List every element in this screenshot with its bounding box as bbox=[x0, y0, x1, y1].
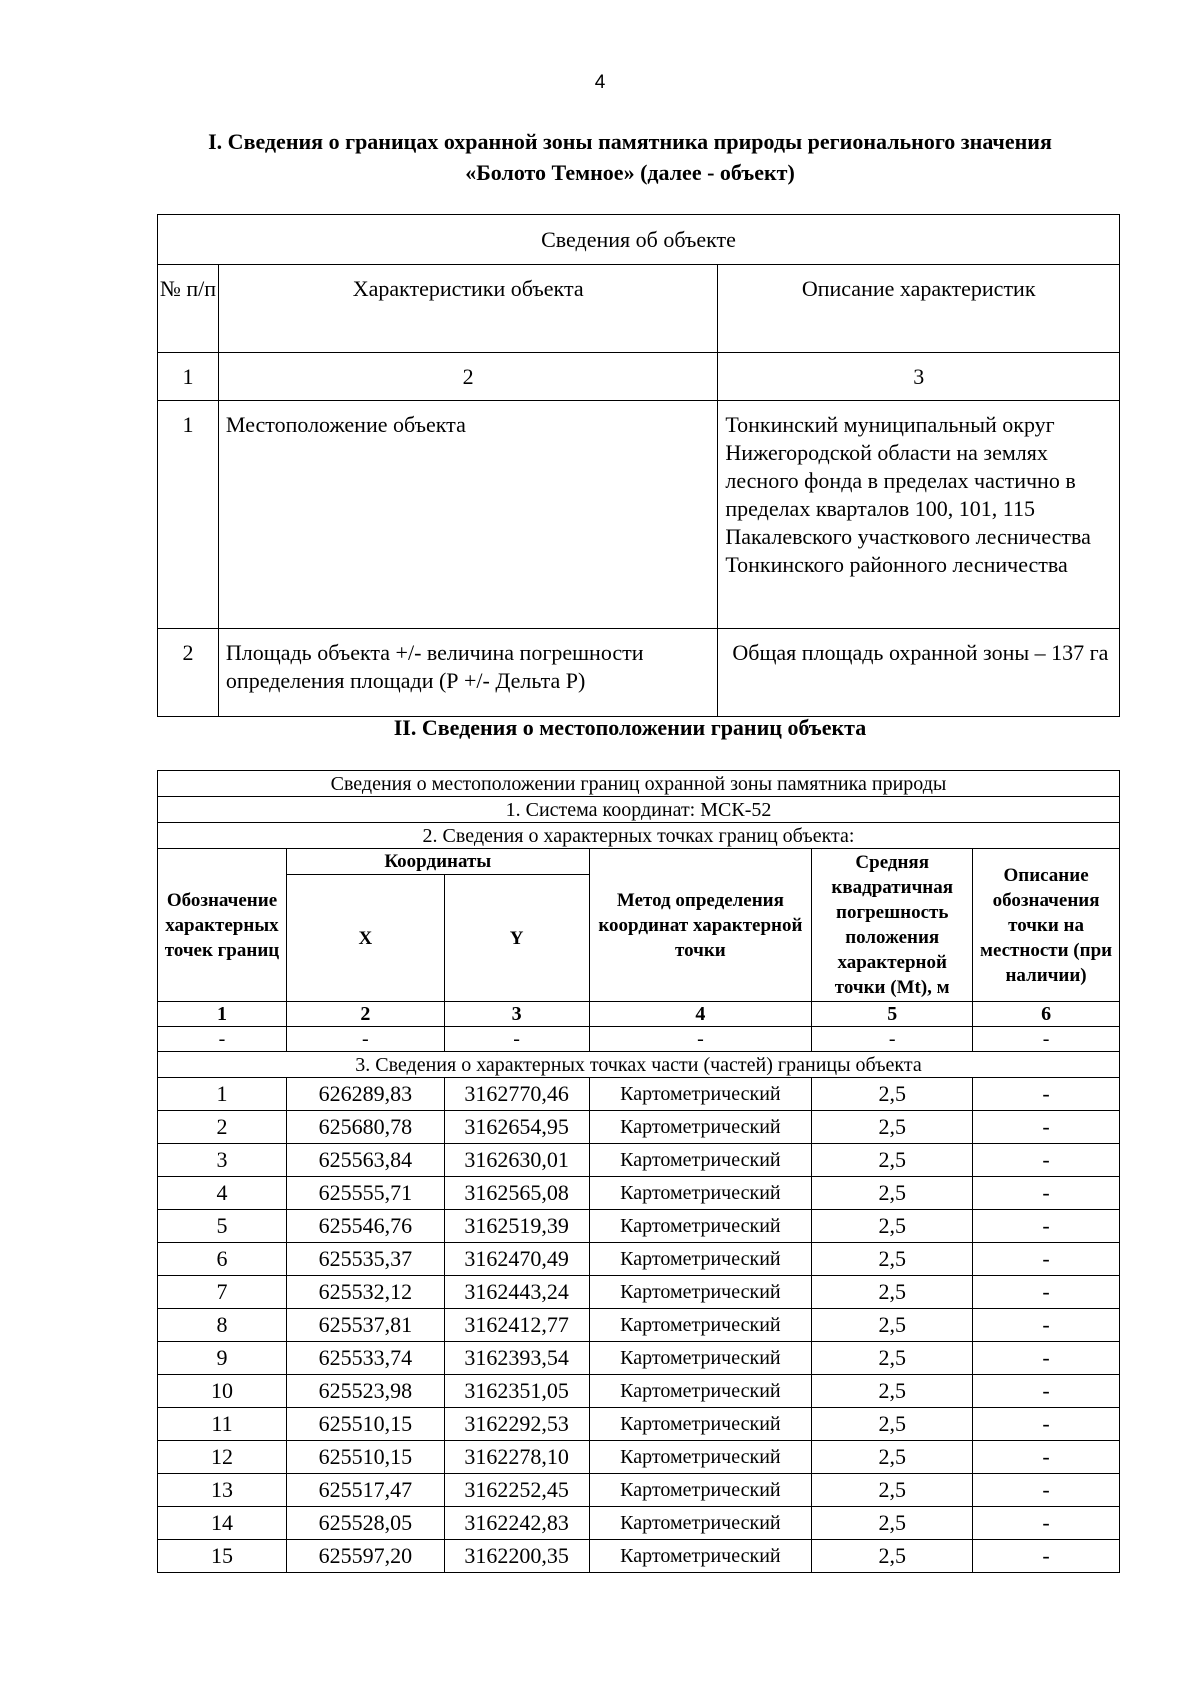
table-row bbox=[158, 1342, 1120, 1375]
point-method: Картометрический bbox=[589, 1540, 812, 1573]
parts-caption: 3. Сведения о характерных точках части (частей) границы объекта bbox=[158, 1052, 1120, 1078]
point-mt: 2,5 bbox=[812, 1309, 973, 1342]
table-row bbox=[158, 401, 1120, 629]
empty-cell: - bbox=[973, 1027, 1120, 1052]
point-y: 3162443,24 bbox=[444, 1276, 589, 1309]
column-number: 2 bbox=[218, 353, 717, 401]
table-row bbox=[158, 629, 1120, 717]
column-number: 3 bbox=[444, 1002, 589, 1027]
point-number: 12 bbox=[158, 1441, 287, 1474]
section2-title: II. Сведения о местоположении границ объекта bbox=[393, 715, 867, 740]
point-description: - bbox=[973, 1540, 1120, 1573]
point-y: 3162200,35 bbox=[444, 1540, 589, 1573]
empty-row bbox=[158, 1027, 1120, 1052]
point-x: 625535,37 bbox=[286, 1243, 444, 1276]
row-no: 1 bbox=[158, 401, 219, 629]
point-y: 3162412,77 bbox=[444, 1309, 589, 1342]
point-method: Картометрический bbox=[589, 1243, 812, 1276]
point-description: - bbox=[973, 1243, 1120, 1276]
point-method: Картометрический bbox=[589, 1408, 812, 1441]
point-mt: 2,5 bbox=[812, 1078, 973, 1111]
point-y: 3162565,08 bbox=[444, 1177, 589, 1210]
point-description: - bbox=[973, 1177, 1120, 1210]
boundary-points-table bbox=[157, 770, 1120, 1573]
table-row bbox=[158, 1441, 1120, 1474]
point-mt: 2,5 bbox=[812, 1243, 973, 1276]
point-method: Картометрический bbox=[589, 1441, 812, 1474]
point-mt: 2,5 bbox=[812, 1144, 973, 1177]
point-description: - bbox=[973, 1078, 1120, 1111]
point-x: 625597,20 bbox=[286, 1540, 444, 1573]
point-number: 5 bbox=[158, 1210, 287, 1243]
table-row bbox=[158, 1144, 1120, 1177]
table-row bbox=[158, 1111, 1120, 1144]
point-x: 625510,15 bbox=[286, 1441, 444, 1474]
point-mt: 2,5 bbox=[812, 1408, 973, 1441]
row-characteristic: Местоположение объекта bbox=[218, 401, 717, 629]
point-y: 3162470,49 bbox=[444, 1243, 589, 1276]
point-x: 625532,12 bbox=[286, 1276, 444, 1309]
point-method: Картометрический bbox=[589, 1177, 812, 1210]
point-x: 625528,05 bbox=[286, 1507, 444, 1540]
object-info-table bbox=[157, 214, 1120, 717]
point-mt: 2,5 bbox=[812, 1507, 973, 1540]
empty-cell: - bbox=[589, 1027, 812, 1052]
column-number: 3 bbox=[718, 353, 1120, 401]
header-y: Y bbox=[444, 875, 589, 1002]
point-method: Картометрический bbox=[589, 1144, 812, 1177]
section1-title-line2: «Болото Темное» (далее - объект) bbox=[465, 160, 795, 185]
coord-system: 1. Система координат: МСК-52 bbox=[158, 797, 1120, 823]
point-number: 13 bbox=[158, 1474, 287, 1507]
point-mt: 2,5 bbox=[812, 1375, 973, 1408]
column-number: 4 bbox=[589, 1002, 812, 1027]
point-number: 9 bbox=[158, 1342, 287, 1375]
point-x: 625546,76 bbox=[286, 1210, 444, 1243]
point-description: - bbox=[973, 1111, 1120, 1144]
point-description: - bbox=[973, 1408, 1120, 1441]
section1-title-line1: I. Сведения о границах охранной зоны памятника природы регионального значения bbox=[208, 129, 1052, 154]
point-mt: 2,5 bbox=[812, 1441, 973, 1474]
header-x: X bbox=[286, 875, 444, 1002]
header-point-description: Описание обозначения точки на местности (при наличии) bbox=[973, 849, 1120, 1002]
page-number: 4 bbox=[594, 72, 606, 93]
point-method: Картометрический bbox=[589, 1276, 812, 1309]
point-number: 14 bbox=[158, 1507, 287, 1540]
section1-title bbox=[150, 126, 1110, 188]
header-no: № п/п bbox=[158, 265, 219, 353]
table-row bbox=[158, 1474, 1120, 1507]
point-mt: 2,5 bbox=[812, 1342, 973, 1375]
point-number: 1 bbox=[158, 1078, 287, 1111]
point-x: 625523,98 bbox=[286, 1375, 444, 1408]
point-description: - bbox=[973, 1375, 1120, 1408]
column-number: 5 bbox=[812, 1002, 973, 1027]
header-method: Метод определения координат характерной точки bbox=[589, 849, 812, 1002]
point-number: 3 bbox=[158, 1144, 287, 1177]
point-description: - bbox=[973, 1507, 1120, 1540]
table-row bbox=[158, 1375, 1120, 1408]
point-x: 625563,84 bbox=[286, 1144, 444, 1177]
table-row bbox=[158, 1309, 1120, 1342]
table-row bbox=[158, 1210, 1120, 1243]
point-method: Картометрический bbox=[589, 1375, 812, 1408]
table-row bbox=[158, 1078, 1120, 1111]
object-info-caption: Сведения об объекте bbox=[158, 215, 1120, 265]
header-coordinates: Координаты bbox=[286, 849, 589, 875]
point-method: Картометрический bbox=[589, 1342, 812, 1375]
point-number: 4 bbox=[158, 1177, 287, 1210]
empty-cell: - bbox=[812, 1027, 973, 1052]
point-number: 10 bbox=[158, 1375, 287, 1408]
point-description: - bbox=[973, 1474, 1120, 1507]
point-method: Картометрический bbox=[589, 1078, 812, 1111]
column-number: 6 bbox=[973, 1002, 1120, 1027]
point-mt: 2,5 bbox=[812, 1276, 973, 1309]
point-number: 11 bbox=[158, 1408, 287, 1441]
point-x: 625533,74 bbox=[286, 1342, 444, 1375]
point-y: 3162278,10 bbox=[444, 1441, 589, 1474]
point-y: 3162252,45 bbox=[444, 1474, 589, 1507]
point-mt: 2,5 bbox=[812, 1177, 973, 1210]
point-description: - bbox=[973, 1309, 1120, 1342]
boundary-caption: Сведения о местоположении границ охранной зоны памятника природы bbox=[158, 771, 1120, 797]
point-y: 3162654,95 bbox=[444, 1111, 589, 1144]
point-y: 3162292,53 bbox=[444, 1408, 589, 1441]
point-method: Картометрический bbox=[589, 1474, 812, 1507]
point-y: 3162393,54 bbox=[444, 1342, 589, 1375]
header-error: Средняя квадратичная погрешность положения характерной точки (Mt), м bbox=[812, 849, 973, 1002]
point-number: 6 bbox=[158, 1243, 287, 1276]
point-y: 3162351,05 bbox=[444, 1375, 589, 1408]
point-description: - bbox=[973, 1144, 1120, 1177]
point-y: 3162242,83 bbox=[444, 1507, 589, 1540]
point-y: 3162630,01 bbox=[444, 1144, 589, 1177]
point-description: - bbox=[973, 1342, 1120, 1375]
table-row bbox=[158, 1177, 1120, 1210]
point-mt: 2,5 bbox=[812, 1210, 973, 1243]
point-mt: 2,5 bbox=[812, 1540, 973, 1573]
point-description: - bbox=[973, 1441, 1120, 1474]
empty-cell: - bbox=[444, 1027, 589, 1052]
point-mt: 2,5 bbox=[812, 1474, 973, 1507]
table-row bbox=[158, 1408, 1120, 1441]
point-y: 3162770,46 bbox=[444, 1078, 589, 1111]
point-method: Картометрический bbox=[589, 1111, 812, 1144]
point-x: 625510,15 bbox=[286, 1408, 444, 1441]
points-caption: 2. Сведения о характерных точках границ объекта: bbox=[158, 823, 1120, 849]
point-number: 15 bbox=[158, 1540, 287, 1573]
point-method: Картометрический bbox=[589, 1210, 812, 1243]
point-x: 625555,71 bbox=[286, 1177, 444, 1210]
row-description: Тонкинский муниципальный округ Нижегородской области на землях лесного фонда в пределах частично в пределах кварталов 100, 101, 115 Пакалевского участкового лесничества Тонкинского районного лесничества bbox=[718, 401, 1120, 629]
row-characteristic: Площадь объекта +/- величина погрешности определения площади (Р +/- Дельта Р) bbox=[218, 629, 717, 717]
table-row bbox=[158, 1276, 1120, 1309]
point-number: 2 bbox=[158, 1111, 287, 1144]
empty-cell: - bbox=[158, 1027, 287, 1052]
point-description: - bbox=[973, 1210, 1120, 1243]
point-mt: 2,5 bbox=[812, 1111, 973, 1144]
table-row bbox=[158, 1243, 1120, 1276]
point-number: 8 bbox=[158, 1309, 287, 1342]
point-y: 3162519,39 bbox=[444, 1210, 589, 1243]
point-x: 625537,81 bbox=[286, 1309, 444, 1342]
point-x: 626289,83 bbox=[286, 1078, 444, 1111]
header-description: Описание характеристик bbox=[718, 265, 1120, 353]
column-number: 2 bbox=[286, 1002, 444, 1027]
point-x: 625680,78 bbox=[286, 1111, 444, 1144]
header-characteristic: Характеристики объекта bbox=[218, 265, 717, 353]
point-description: - bbox=[973, 1276, 1120, 1309]
table-row bbox=[158, 1507, 1120, 1540]
point-number: 7 bbox=[158, 1276, 287, 1309]
point-method: Картометрический bbox=[589, 1507, 812, 1540]
header-designation: Обозначение характерных точек границ bbox=[158, 849, 287, 1002]
row-description: Общая площадь охранной зоны – 137 га bbox=[718, 629, 1120, 717]
column-number: 1 bbox=[158, 1002, 287, 1027]
row-no: 2 bbox=[158, 629, 219, 717]
point-method: Картометрический bbox=[589, 1309, 812, 1342]
column-number: 1 bbox=[158, 353, 219, 401]
table-row bbox=[158, 1540, 1120, 1573]
empty-cell: - bbox=[286, 1027, 444, 1052]
point-x: 625517,47 bbox=[286, 1474, 444, 1507]
